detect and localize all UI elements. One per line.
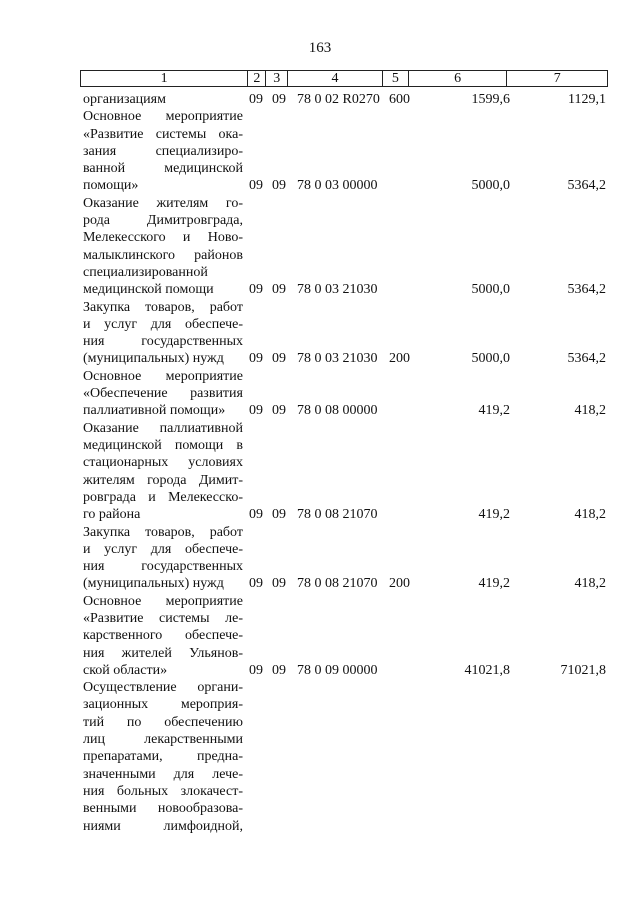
description-line: Оказание паллиативной	[83, 420, 243, 436]
description-line: паллиативной помощи»	[83, 403, 226, 419]
description-line: зания специализиро-	[83, 143, 243, 159]
header-col-3: 3	[266, 71, 288, 86]
table-row	[0, 299, 640, 368]
description-line: венными новообразова-	[83, 801, 243, 817]
target-article-code: 78 0 03 21030	[297, 282, 378, 298]
amount-year-2: 5364,2	[567, 178, 606, 194]
description-line: Закупка товаров, работ	[83, 299, 243, 315]
description-line: «Обеспечение развития	[83, 386, 243, 402]
expense-type-code: 200	[389, 576, 410, 592]
header-col-5: 5	[383, 71, 409, 86]
amount-year-1: 419,2	[478, 576, 510, 592]
section-code: 09	[249, 576, 263, 592]
row-codes	[0, 177, 640, 194]
section-code: 09	[249, 178, 263, 194]
amount-year-1: 5000,0	[471, 351, 510, 367]
description-line: Основное мероприятие	[83, 368, 243, 384]
table-row	[0, 524, 640, 593]
table-row	[0, 679, 640, 835]
amount-year-2: 1129,1	[568, 92, 606, 107]
target-article-code: 78 0 03 00000	[297, 178, 378, 194]
subsection-code: 09	[272, 92, 286, 107]
row-codes	[0, 281, 640, 298]
amount-year-1: 419,2	[478, 507, 510, 523]
row-codes	[0, 91, 640, 108]
subsection-code: 09	[272, 507, 286, 523]
description-line: организациям	[83, 92, 166, 107]
table-row	[0, 368, 640, 420]
header-col-6: 6	[409, 71, 508, 86]
description-line: помощи»	[83, 178, 139, 194]
row-codes	[0, 402, 640, 419]
description-line: значенными для лече-	[83, 766, 243, 782]
description-line: жителям города Димит-	[83, 472, 243, 488]
description-line: Основное мероприятие	[83, 593, 243, 609]
header-col-4: 4	[288, 71, 383, 86]
subsection-code: 09	[272, 282, 286, 298]
description-line: и услуг для обеспече-	[83, 316, 243, 332]
description-line: медицинской помощи в	[83, 437, 243, 453]
expense-type-code: 200	[389, 351, 410, 367]
description-line: медицинской помощи	[83, 282, 214, 298]
table-header	[80, 70, 608, 87]
amount-year-2: 71021,8	[560, 662, 606, 678]
target-article-code: 78 0 08 21070	[297, 576, 378, 592]
row-codes	[0, 350, 640, 367]
subsection-code: 09	[272, 178, 286, 194]
subsection-code: 09	[272, 351, 286, 367]
amount-year-1: 5000,0	[471, 178, 510, 194]
amount-year-1: 41021,8	[464, 662, 510, 678]
row-codes	[0, 575, 640, 592]
section-code: 09	[249, 662, 263, 678]
header-col-1: 1	[81, 71, 248, 86]
subsection-code: 09	[272, 403, 286, 419]
target-article-code: 78 0 02 R0270	[297, 92, 380, 107]
table-row	[0, 108, 640, 195]
description-line: специализированной	[83, 264, 208, 280]
description-line: ниями лимфоидной,	[83, 818, 243, 834]
description-line: Закупка товаров, работ	[83, 524, 243, 540]
header-col-2: 2	[248, 71, 266, 86]
subsection-code: 09	[272, 576, 286, 592]
description-line: ния жителей Ульянов-	[83, 645, 243, 661]
section-code: 09	[249, 92, 263, 107]
description-line: «Развитие системы ле-	[83, 610, 243, 626]
description-line: ния государственных	[83, 334, 243, 350]
description-line: (муниципальных) нужд	[83, 351, 224, 367]
description-line: малыклинского районов	[83, 247, 243, 263]
row-codes	[0, 662, 640, 679]
description-line: стационарных условиях	[83, 455, 243, 471]
description-line: ния больных злокачест-	[83, 783, 243, 799]
section-code: 09	[249, 507, 263, 523]
table-row	[0, 91, 640, 108]
description-line: ванной медицинской	[83, 161, 243, 177]
table-row	[0, 195, 640, 299]
description-line: тий по обеспечению	[83, 714, 243, 730]
description-line: ской области»	[83, 662, 168, 678]
subsection-code: 09	[272, 662, 286, 678]
section-code: 09	[249, 351, 263, 367]
header-col-7: 7	[553, 71, 561, 86]
description-line: «Развитие системы ока-	[83, 126, 243, 142]
amount-year-1: 419,2	[478, 403, 510, 419]
row-codes	[0, 506, 640, 523]
description-line: Основное мероприятие	[83, 109, 243, 125]
description-line: Оказание жителям го-	[83, 195, 243, 211]
description-line: (муниципальных) нужд	[83, 576, 224, 592]
section-code: 09	[249, 403, 263, 419]
description-line: Осуществление органи-	[83, 680, 243, 696]
description-line: го района	[83, 507, 141, 523]
target-article-code: 78 0 09 00000	[297, 662, 378, 678]
target-article-code: 78 0 08 00000	[297, 403, 378, 419]
expense-type-code: 600	[389, 92, 410, 107]
table-row	[0, 593, 640, 680]
description-line: препаратами, предна-	[83, 749, 243, 765]
description-line: лиц лекарственными	[83, 732, 243, 748]
amount-year-1: 5000,0	[471, 282, 510, 298]
row-description	[83, 679, 243, 835]
amount-year-1: 1599,6	[471, 92, 510, 107]
description-line: и услуг для обеспече-	[83, 541, 243, 557]
target-article-code: 78 0 08 21070	[297, 507, 378, 523]
description-line: Мелекесского и Ново-	[83, 230, 243, 246]
table-row	[0, 420, 640, 524]
description-line: ровграда и Мелекесско-	[83, 489, 243, 505]
description-line: ния государственных	[83, 559, 243, 575]
description-line: карственного обеспече-	[83, 628, 243, 644]
amount-year-2: 418,2	[574, 576, 606, 592]
description-line: зационных мероприя-	[83, 697, 243, 713]
target-article-code: 78 0 03 21030	[297, 351, 378, 367]
page-number: 163	[308, 40, 332, 56]
amount-year-2: 5364,2	[567, 282, 606, 298]
amount-year-2: 418,2	[574, 507, 606, 523]
amount-year-2: 418,2	[574, 403, 606, 419]
amount-year-2: 5364,2	[567, 351, 606, 367]
description-line: рода Димитровграда,	[83, 213, 243, 229]
section-code: 09	[249, 282, 263, 298]
